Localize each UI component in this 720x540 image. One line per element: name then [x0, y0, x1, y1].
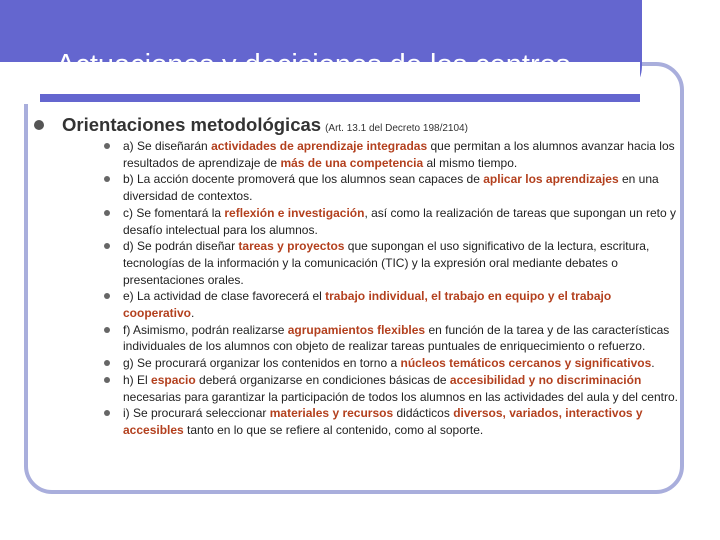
- list-item: [104, 138, 682, 171]
- list-item: [104, 372, 682, 405]
- item-text: f) Asimismo, podrán realizarse: [123, 322, 288, 337]
- title-underline: [40, 94, 640, 102]
- bullet-icon: [104, 210, 110, 216]
- item-text: .: [191, 306, 195, 321]
- bullet-icon: [104, 293, 110, 299]
- item-text: b) La acción docente promoverá que los alumnos sean capaces de: [123, 172, 484, 187]
- highlighted-text: aplicar los aprendizajes: [483, 172, 619, 187]
- bullet-icon: [104, 243, 110, 249]
- item-text: i) Se procurará seleccionar: [123, 406, 270, 421]
- highlighted-text: reflexión e investigación: [224, 205, 365, 220]
- heading-label: Orientaciones metodológicas: [62, 114, 322, 135]
- item-text: d) Se podrán diseñar: [123, 239, 239, 254]
- bullet-icon: [104, 410, 110, 416]
- item-text: al mismo tiempo.: [423, 155, 518, 170]
- item-text: deberá organizarse en condiciones básicas de: [195, 372, 450, 387]
- list-item: [104, 322, 682, 355]
- highlighted-text: espacio: [151, 372, 196, 387]
- list-item: [104, 238, 682, 288]
- bullet-icon: [104, 143, 110, 149]
- highlighted-text: diversos, variados, interactivos y accesibles: [123, 406, 643, 437]
- highlighted-text: materiales y recursos: [269, 406, 394, 421]
- heading-reference: (Art. 13.1 del Decreto 198/2104): [325, 123, 468, 134]
- bullet-icon: [104, 360, 110, 366]
- highlighted-text: trabajo individual, el trabajo en equipo y el trabajo cooperativo: [123, 289, 612, 321]
- highlighted-text: más de una competencia: [280, 155, 424, 170]
- item-text: que permitan a los alumnos avanzar hacia los resultados de aprendizaje de: [123, 139, 675, 170]
- bullet-icon: [104, 327, 110, 333]
- highlighted-text: núcleos temáticos cercanos y significativos: [400, 356, 652, 371]
- item-text: e) La actividad de clase favorecerá el: [123, 289, 326, 304]
- item-text: didácticos: [393, 406, 454, 421]
- highlighted-text: actividades de aprendizaje integradas: [211, 139, 428, 153]
- item-text: en una diversidad de contextos.: [123, 172, 659, 204]
- item-text: necesarias para garantizar la participación de todos los alumnos en las actividades del aula y del centro.: [123, 389, 678, 404]
- item-text: c) Se fomentará la: [123, 205, 225, 220]
- item-text: .: [651, 356, 655, 371]
- list-item: [104, 288, 682, 321]
- slide-title: Actuaciones y decisiones de los centros: [56, 49, 571, 81]
- item-text: a) Se diseñarán: [123, 139, 212, 153]
- guideline-list: [104, 138, 682, 439]
- heading-bullet-icon: [34, 120, 44, 130]
- list-item: [104, 205, 682, 238]
- bullet-icon: [104, 176, 110, 182]
- highlighted-text: accesibilidad y no discriminación: [449, 372, 642, 387]
- section-heading: [34, 114, 468, 136]
- item-text: , así como la realización de tareas que supongan un reto y desafío intelectual para los alumnos.: [123, 205, 676, 237]
- item-text: h) El: [123, 372, 152, 387]
- item-text: en función de la tarea y de las características individuales de los alumnos con objeto de realizar tareas puntuales de enriquecimiento o refuerzo.: [123, 322, 670, 354]
- bullet-icon: [104, 377, 110, 383]
- item-text: que supongan el uso significativo de la lectura, escritura, tecnologías de la información y la comunicación (TIC) y la expresión oral mediante debates o presentaciones orales.: [123, 239, 650, 287]
- highlighted-text: tareas y proyectos: [238, 239, 345, 254]
- highlighted-text: agrupamientos flexibles: [287, 322, 426, 337]
- item-text: tanto en lo que se refiere al contenido, como al soporte.: [183, 422, 484, 437]
- list-item: [104, 171, 682, 204]
- list-item: [104, 405, 682, 438]
- list-item: [104, 355, 682, 372]
- item-text: g) Se procurará organizar los contenidos en torno a: [123, 356, 401, 371]
